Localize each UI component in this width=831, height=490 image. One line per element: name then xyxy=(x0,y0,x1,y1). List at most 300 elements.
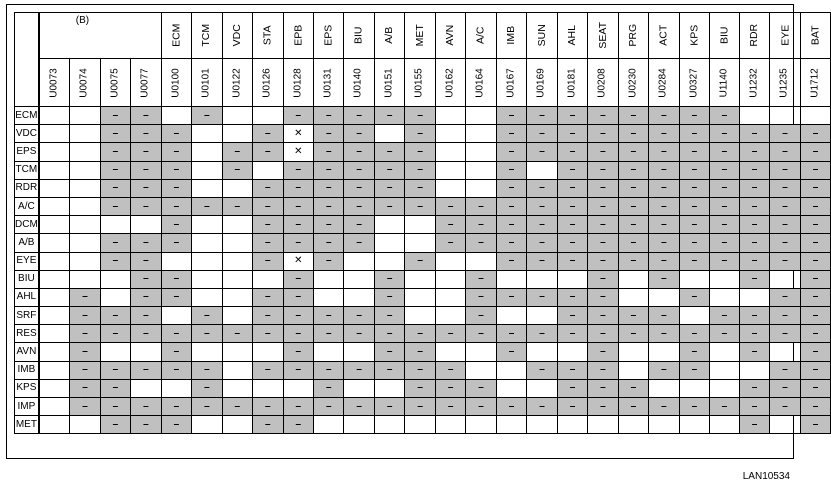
cell-not-applicable: – xyxy=(739,307,769,325)
cell-blank xyxy=(70,143,100,161)
cell-blank xyxy=(527,270,557,288)
system-label: SEAT xyxy=(596,21,609,49)
cell-not-applicable: – xyxy=(618,398,648,416)
cell-not-applicable: – xyxy=(314,252,344,270)
table-row xyxy=(15,361,831,379)
cell-not-applicable: – xyxy=(618,125,648,143)
cell-not-applicable: – xyxy=(131,161,161,179)
cell-cross: ✕ xyxy=(283,125,313,143)
cell-not-applicable: – xyxy=(770,125,800,143)
cell-not-applicable: – xyxy=(100,307,130,325)
cell-not-applicable: – xyxy=(588,179,618,197)
cell-blank xyxy=(618,288,648,306)
cell-not-applicable: – xyxy=(161,288,191,306)
table-row xyxy=(15,288,831,306)
cell-not-applicable: – xyxy=(314,398,344,416)
cell-not-applicable: – xyxy=(739,270,769,288)
system-header xyxy=(710,13,740,59)
dtc-code-label: U0208 xyxy=(596,67,608,98)
cell-not-applicable: – xyxy=(100,252,130,270)
cell-not-applicable: – xyxy=(100,197,130,215)
cell-not-applicable: – xyxy=(557,288,587,306)
cell-blank xyxy=(435,288,465,306)
cell-not-applicable: – xyxy=(496,288,526,306)
cell-not-applicable: – xyxy=(557,379,587,397)
cell-blank xyxy=(679,379,709,397)
cell-not-applicable: – xyxy=(283,343,313,361)
cell-not-applicable: – xyxy=(618,379,648,397)
cell-blank xyxy=(161,307,191,325)
cell-not-applicable: – xyxy=(800,270,830,288)
cell-not-applicable: – xyxy=(253,325,283,343)
cell-not-applicable: – xyxy=(679,325,709,343)
cell-not-applicable: – xyxy=(314,197,344,215)
cell-blank xyxy=(374,216,404,234)
cell-blank xyxy=(39,379,69,397)
dtc-code-label: U0169 xyxy=(536,67,548,98)
system-header xyxy=(800,13,830,59)
cell-not-applicable: – xyxy=(222,398,252,416)
cell-not-applicable: – xyxy=(435,325,465,343)
cell-blank xyxy=(39,161,69,179)
cell-not-applicable: – xyxy=(800,252,830,270)
system-header xyxy=(344,13,374,59)
cell-blank xyxy=(739,288,769,306)
system-label: EPB xyxy=(292,24,305,46)
dtc-code-header xyxy=(588,59,618,107)
system-header xyxy=(161,13,191,59)
cell-not-applicable: – xyxy=(374,179,404,197)
dtc-code-header xyxy=(100,59,130,107)
row-label: VDC xyxy=(15,125,39,143)
cell-blank xyxy=(649,343,679,361)
cell-blank xyxy=(222,107,252,125)
dtc-code-header xyxy=(405,59,435,107)
cell-not-applicable: – xyxy=(679,179,709,197)
cell-not-applicable: – xyxy=(405,161,435,179)
cell-not-applicable: – xyxy=(344,161,374,179)
cell-not-applicable: – xyxy=(374,143,404,161)
cell-not-applicable: – xyxy=(710,234,740,252)
system-header xyxy=(588,13,618,59)
cell-blank xyxy=(222,270,252,288)
dtc-code-header xyxy=(253,59,283,107)
cell-not-applicable: – xyxy=(527,288,557,306)
cell-not-applicable: – xyxy=(557,197,587,215)
cell-blank xyxy=(435,343,465,361)
cell-not-applicable: – xyxy=(131,416,161,434)
cell-not-applicable: – xyxy=(466,398,496,416)
cell-not-applicable: – xyxy=(253,179,283,197)
cell-not-applicable: – xyxy=(100,125,130,143)
cell-not-applicable: – xyxy=(557,161,587,179)
cell-blank xyxy=(222,288,252,306)
cell-not-applicable: – xyxy=(344,179,374,197)
cell-not-applicable: – xyxy=(527,107,557,125)
cell-not-applicable: – xyxy=(70,307,100,325)
cell-blank xyxy=(70,416,100,434)
corner-cell xyxy=(15,13,39,107)
cell-not-applicable: – xyxy=(344,325,374,343)
cell-blank xyxy=(192,179,222,197)
row-label: EYE xyxy=(15,252,39,270)
cell-not-applicable: – xyxy=(70,361,100,379)
cell-blank xyxy=(435,270,465,288)
cell-not-applicable: – xyxy=(161,179,191,197)
cell-not-applicable: – xyxy=(466,216,496,234)
row-label: AVN xyxy=(15,343,39,361)
cell-not-applicable: – xyxy=(588,398,618,416)
dtc-code-header xyxy=(466,59,496,107)
cell-not-applicable: – xyxy=(679,398,709,416)
cell-not-applicable: – xyxy=(679,343,709,361)
cell-not-applicable: – xyxy=(374,343,404,361)
cell-not-applicable: – xyxy=(131,325,161,343)
system-label: A/B xyxy=(383,26,396,44)
cell-blank xyxy=(39,216,69,234)
cell-not-applicable: – xyxy=(618,197,648,215)
cell-blank xyxy=(466,125,496,143)
cell-blank xyxy=(100,216,130,234)
cell-not-applicable: – xyxy=(283,398,313,416)
system-header xyxy=(405,13,435,59)
cell-not-applicable: – xyxy=(588,143,618,161)
cell-blank xyxy=(192,270,222,288)
cell-not-applicable: – xyxy=(800,416,830,434)
table-row xyxy=(15,161,831,179)
cell-not-applicable: – xyxy=(466,234,496,252)
cell-not-applicable: – xyxy=(405,343,435,361)
cell-not-applicable: – xyxy=(649,307,679,325)
cell-not-applicable: – xyxy=(161,416,191,434)
dtc-code-label: U0128 xyxy=(292,67,304,98)
cell-not-applicable: – xyxy=(70,325,100,343)
cell-blank xyxy=(618,361,648,379)
dtc-code-label: U0100 xyxy=(170,67,182,98)
cell-blank xyxy=(739,361,769,379)
cell-blank xyxy=(557,343,587,361)
cell-not-applicable: – xyxy=(131,234,161,252)
cell-blank xyxy=(710,379,740,397)
cell-not-applicable: – xyxy=(557,107,587,125)
cell-blank xyxy=(131,379,161,397)
cell-not-applicable: – xyxy=(314,234,344,252)
cell-blank xyxy=(496,307,526,325)
dtc-code-label: U0162 xyxy=(444,67,456,98)
cell-blank xyxy=(496,361,526,379)
system-header xyxy=(435,13,465,59)
cell-blank xyxy=(435,125,465,143)
cell-not-applicable: – xyxy=(283,234,313,252)
cell-not-applicable: – xyxy=(800,343,830,361)
cell-not-applicable: – xyxy=(192,107,222,125)
cell-blank xyxy=(374,125,404,143)
cell-not-applicable: – xyxy=(557,143,587,161)
row-label: DCM xyxy=(15,216,39,234)
cell-not-applicable: – xyxy=(161,361,191,379)
cell-blank xyxy=(192,143,222,161)
cell-not-applicable: – xyxy=(314,125,344,143)
cell-not-applicable: – xyxy=(800,361,830,379)
cell-blank xyxy=(161,252,191,270)
system-label: ACT xyxy=(657,24,670,46)
cell-blank xyxy=(770,107,800,125)
cell-not-applicable: – xyxy=(800,379,830,397)
cell-not-applicable: – xyxy=(588,343,618,361)
row-label: IMB xyxy=(15,361,39,379)
cell-not-applicable: – xyxy=(192,361,222,379)
cell-blank xyxy=(618,270,648,288)
system-header xyxy=(283,13,313,59)
system-header xyxy=(374,13,404,59)
cell-blank xyxy=(192,288,222,306)
dtc-code-header xyxy=(710,59,740,107)
cell-blank xyxy=(39,234,69,252)
cell-not-applicable: – xyxy=(283,416,313,434)
cell-blank xyxy=(192,343,222,361)
cell-blank xyxy=(192,161,222,179)
cell-not-applicable: – xyxy=(649,179,679,197)
cell-not-applicable: – xyxy=(770,398,800,416)
cell-not-applicable: – xyxy=(222,325,252,343)
cell-not-applicable: – xyxy=(161,270,191,288)
cell-not-applicable: – xyxy=(679,125,709,143)
cell-blank xyxy=(618,416,648,434)
cell-not-applicable: – xyxy=(100,234,130,252)
cell-not-applicable: – xyxy=(679,107,709,125)
cell-blank xyxy=(70,216,100,234)
cell-not-applicable: – xyxy=(283,307,313,325)
cell-blank xyxy=(161,379,191,397)
cell-not-applicable: – xyxy=(131,252,161,270)
dtc-code-header xyxy=(496,59,526,107)
cell-not-applicable: – xyxy=(314,325,344,343)
cell-not-applicable: – xyxy=(283,288,313,306)
cell-not-applicable: – xyxy=(588,161,618,179)
dtc-code-label: U0122 xyxy=(231,67,243,98)
table-row xyxy=(15,143,831,161)
cell-not-applicable: – xyxy=(253,216,283,234)
cell-not-applicable: – xyxy=(588,197,618,215)
row-label: TCM xyxy=(15,161,39,179)
cell-not-applicable: – xyxy=(588,307,618,325)
cell-blank xyxy=(405,416,435,434)
cell-not-applicable: – xyxy=(374,325,404,343)
cell-not-applicable: – xyxy=(253,398,283,416)
cell-blank xyxy=(222,416,252,434)
cell-blank xyxy=(314,288,344,306)
cell-blank xyxy=(466,252,496,270)
row-label: EPS xyxy=(15,143,39,161)
cell-not-applicable: – xyxy=(679,252,709,270)
cell-not-applicable: – xyxy=(253,125,283,143)
cell-blank xyxy=(192,234,222,252)
system-label: MET xyxy=(413,24,426,47)
cell-not-applicable: – xyxy=(405,398,435,416)
system-label: VDC xyxy=(231,24,244,47)
cell-not-applicable: – xyxy=(192,197,222,215)
system-label: RDR xyxy=(748,23,761,47)
cell-blank xyxy=(39,252,69,270)
table-row xyxy=(15,416,831,434)
cell-not-applicable: – xyxy=(800,143,830,161)
system-header xyxy=(618,13,648,59)
cell-not-applicable: – xyxy=(100,361,130,379)
cell-not-applicable: – xyxy=(435,361,465,379)
cell-cross: ✕ xyxy=(283,252,313,270)
cell-blank xyxy=(70,179,100,197)
dtc-code-label: U1235 xyxy=(779,67,791,98)
cell-not-applicable: – xyxy=(222,143,252,161)
cell-not-applicable: – xyxy=(618,234,648,252)
system-header xyxy=(679,13,709,59)
cell-blank xyxy=(374,416,404,434)
cell-blank xyxy=(679,307,709,325)
cell-not-applicable: – xyxy=(496,125,526,143)
cell-not-applicable: – xyxy=(618,307,648,325)
cell-not-applicable: – xyxy=(100,325,130,343)
cell-not-applicable: – xyxy=(739,252,769,270)
row-label: ECM xyxy=(15,107,39,125)
cell-not-applicable: – xyxy=(466,197,496,215)
cell-not-applicable: – xyxy=(679,361,709,379)
cell-not-applicable: – xyxy=(770,234,800,252)
cell-not-applicable: – xyxy=(131,398,161,416)
cell-blank xyxy=(770,416,800,434)
table-row xyxy=(15,107,831,125)
cell-not-applicable: – xyxy=(496,197,526,215)
cell-not-applicable: – xyxy=(710,398,740,416)
cell-not-applicable: – xyxy=(649,125,679,143)
cell-blank xyxy=(161,107,191,125)
row-label: A/B xyxy=(15,234,39,252)
cell-not-applicable: – xyxy=(344,143,374,161)
cell-not-applicable: – xyxy=(710,125,740,143)
row-label: AHL xyxy=(15,288,39,306)
cell-not-applicable: – xyxy=(374,398,404,416)
cell-not-applicable: – xyxy=(679,234,709,252)
cell-not-applicable: – xyxy=(710,325,740,343)
cell-not-applicable: – xyxy=(374,288,404,306)
cell-blank xyxy=(222,216,252,234)
dtc-code-header xyxy=(435,59,465,107)
cell-not-applicable: – xyxy=(679,216,709,234)
cell-blank xyxy=(70,234,100,252)
system-header xyxy=(527,13,557,59)
cell-blank xyxy=(100,288,130,306)
cell-blank xyxy=(649,288,679,306)
system-header xyxy=(557,13,587,59)
table-row xyxy=(15,398,831,416)
cell-not-applicable: – xyxy=(314,361,344,379)
cell-blank xyxy=(466,179,496,197)
cell-blank xyxy=(70,125,100,143)
cell-not-applicable: – xyxy=(283,197,313,215)
cell-not-applicable: – xyxy=(800,398,830,416)
system-label: KPS xyxy=(688,24,701,46)
cell-not-applicable: – xyxy=(649,197,679,215)
cell-blank xyxy=(344,252,374,270)
cell-blank xyxy=(70,252,100,270)
cell-not-applicable: – xyxy=(100,416,130,434)
cell-not-applicable: – xyxy=(739,325,769,343)
cell-not-applicable: – xyxy=(739,216,769,234)
cell-not-applicable: – xyxy=(283,216,313,234)
cell-not-applicable: – xyxy=(283,179,313,197)
cell-blank xyxy=(466,161,496,179)
cell-blank xyxy=(649,416,679,434)
cell-not-applicable: – xyxy=(192,307,222,325)
cell-not-applicable: – xyxy=(679,161,709,179)
cell-not-applicable: – xyxy=(405,252,435,270)
cell-not-applicable: – xyxy=(405,179,435,197)
cell-not-applicable: – xyxy=(283,270,313,288)
column-b-label: (B) xyxy=(75,15,90,26)
cell-not-applicable: – xyxy=(679,197,709,215)
cell-blank xyxy=(39,307,69,325)
cell-blank xyxy=(344,379,374,397)
cell-not-applicable: – xyxy=(496,161,526,179)
cell-not-applicable: – xyxy=(344,197,374,215)
cell-not-applicable: – xyxy=(588,379,618,397)
cell-blank xyxy=(39,288,69,306)
cell-not-applicable: – xyxy=(466,270,496,288)
cell-not-applicable: – xyxy=(588,252,618,270)
system-label: AVN xyxy=(444,24,457,46)
table-row xyxy=(15,125,831,143)
cell-not-applicable: – xyxy=(435,197,465,215)
cell-not-applicable: – xyxy=(739,125,769,143)
cell-not-applicable: – xyxy=(496,398,526,416)
cell-not-applicable: – xyxy=(557,252,587,270)
system-label: TCM xyxy=(200,23,213,47)
cell-blank xyxy=(39,270,69,288)
cell-not-applicable: – xyxy=(527,197,557,215)
cell-blank xyxy=(739,107,769,125)
dtc-code-label: U1232 xyxy=(748,67,760,98)
cell-blank xyxy=(466,107,496,125)
cell-blank xyxy=(405,307,435,325)
cell-blank xyxy=(649,379,679,397)
cell-blank xyxy=(710,416,740,434)
cell-not-applicable: – xyxy=(253,252,283,270)
dtc-code-label: U0077 xyxy=(139,67,151,98)
table-row xyxy=(15,179,831,197)
cell-not-applicable: – xyxy=(131,125,161,143)
system-label: EPS xyxy=(322,24,335,46)
cell-not-applicable: – xyxy=(618,179,648,197)
system-label: AHL xyxy=(566,25,579,46)
cell-not-applicable: – xyxy=(70,398,100,416)
dtc-code-label: U0327 xyxy=(688,67,700,98)
cell-not-applicable: – xyxy=(527,234,557,252)
cell-not-applicable: – xyxy=(588,107,618,125)
cell-not-applicable: – xyxy=(739,398,769,416)
cell-not-applicable: – xyxy=(70,288,100,306)
cell-not-applicable: – xyxy=(710,197,740,215)
cell-blank xyxy=(466,343,496,361)
cell-not-applicable: – xyxy=(588,288,618,306)
cell-blank xyxy=(70,161,100,179)
cell-blank xyxy=(435,179,465,197)
cell-blank xyxy=(39,398,69,416)
communication-matrix xyxy=(14,12,831,434)
cell-not-applicable: – xyxy=(649,325,679,343)
cell-not-applicable: – xyxy=(588,216,618,234)
cell-not-applicable: – xyxy=(618,252,648,270)
cell-blank xyxy=(131,343,161,361)
cell-not-applicable: – xyxy=(649,270,679,288)
